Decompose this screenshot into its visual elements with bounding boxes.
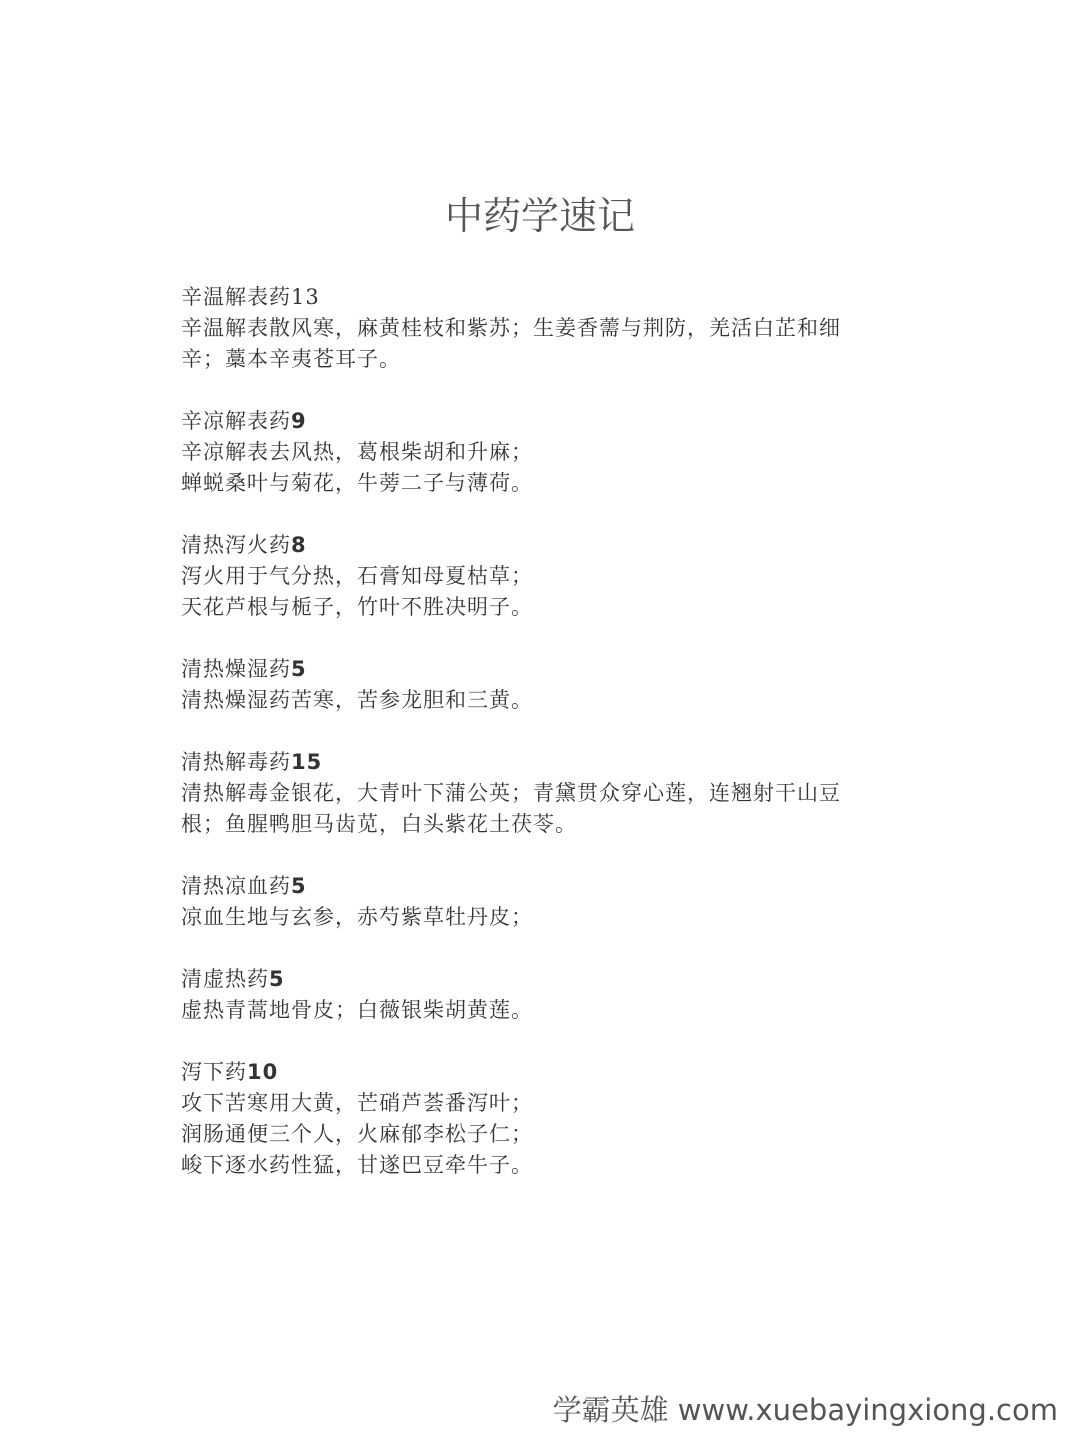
section-qingre-liangxue [181,871,901,933]
verse-line: 清热解毒金银花，大青叶下蒲公英；青黛贯众穿心莲，连翘射干山豆 [181,781,841,805]
verse-line: 辛温解表散风寒，麻黄桂枝和紫苏；生姜香薷与荆防，羌活白芷和细 [181,316,841,340]
section-count: 8 [291,533,307,557]
section-name: 清热解毒药 [181,750,291,774]
verse-line: 根；鱼腥鸭胆马齿苋，白头紫花土茯苓。 [181,812,577,836]
site-watermark: 学霸英雄 www.xuebayingxiong.com [552,1393,1058,1427]
section-name: 辛凉解表药 [181,409,291,433]
section-count: 15 [291,750,323,774]
section-name: 清热泻火药 [181,533,291,557]
verse-line: 蝉蜕桑叶与菊花，牛蒡二子与薄荷。 [181,471,533,495]
section-name: 清虚热药 [181,967,269,991]
verse-line: 润肠通便三个人，火麻郁李松子仁； [181,1122,533,1146]
section-heading [181,1057,901,1088]
section-heading [181,282,901,313]
section-qingre-zaoshi [181,654,901,716]
section-heading [181,964,901,995]
section-count: 5 [291,657,307,681]
section-qing-xure [181,964,901,1026]
section-count: 13 [291,285,320,309]
section-count: 10 [247,1060,279,1084]
section-count: 5 [269,967,285,991]
section-heading [181,406,901,437]
section-heading [181,747,901,778]
section-xiexia [181,1057,901,1181]
section-name: 清热燥湿药 [181,657,291,681]
section-count: 9 [291,409,307,433]
section-xinliang-jiebiao [181,406,901,499]
section-qingre-jiedu [181,747,901,840]
verse-line: 虚热青蒿地骨皮；白薇银柴胡黄莲。 [181,998,533,1022]
section-xinwen-jiebiao [181,282,901,375]
verse-line: 攻下苦寒用大黄，芒硝芦荟番泻叶； [181,1091,533,1115]
verse-line: 凉血生地与玄参，赤芍紫草牡丹皮； [181,905,533,929]
verse-line: 峻下逐水药性猛，甘遂巴豆牵牛子。 [181,1153,533,1177]
section-name: 泻下药 [181,1060,247,1084]
verse-line: 清热燥湿药苦寒，苦参龙胆和三黄。 [181,688,533,712]
section-heading [181,530,901,561]
page-title: 中药学速记 [444,194,635,238]
section-heading [181,871,901,902]
verse-line: 辛；藁本辛夷苍耳子。 [181,347,401,371]
section-qingre-xiehuo [181,530,901,623]
section-heading [181,654,901,685]
verse-line: 辛凉解表去风热，葛根柴胡和升麻； [181,440,533,464]
section-name: 清热凉血药 [181,874,291,898]
section-name: 辛温解表药 [181,285,291,309]
content-body [181,282,901,1212]
verse-line: 天花芦根与栀子，竹叶不胜决明子。 [181,595,533,619]
verse-line: 泻火用于气分热，石膏知母夏枯草； [181,564,533,588]
section-count: 5 [291,874,307,898]
